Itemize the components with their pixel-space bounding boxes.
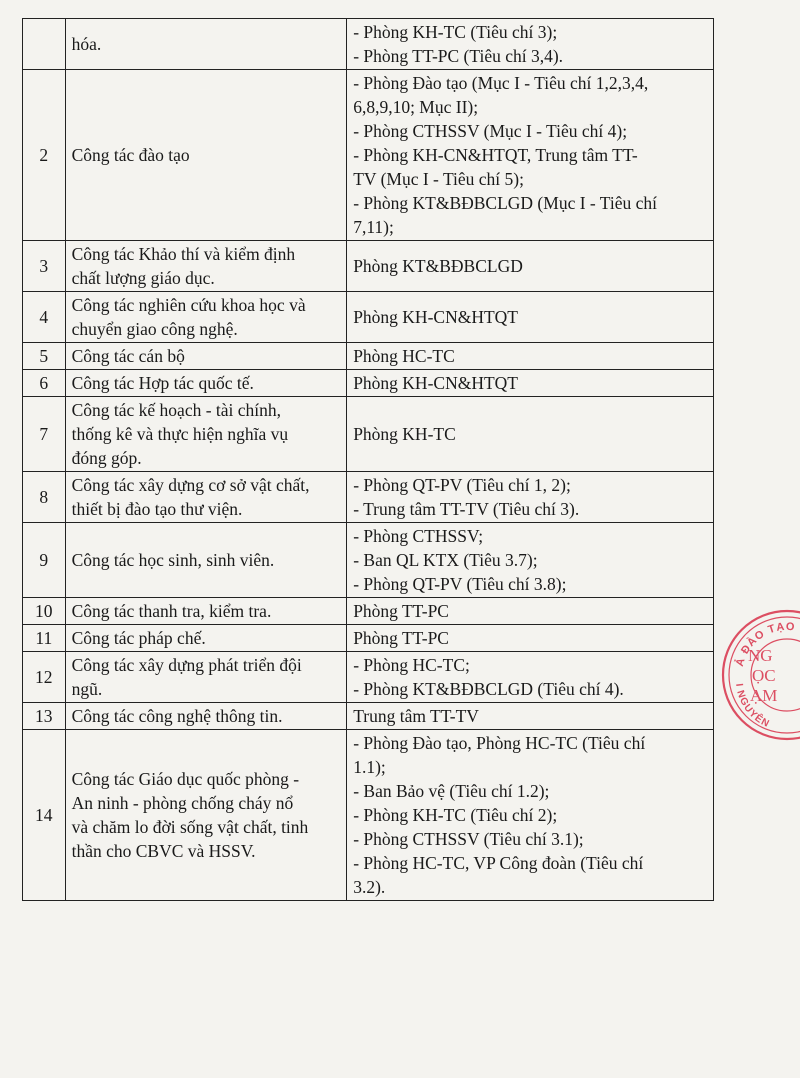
task-line: An ninh - phòng chống cháy nổ xyxy=(71,793,294,813)
row-number: 10 xyxy=(23,598,66,625)
task-line: Công tác đào tạo xyxy=(71,145,190,165)
table-row xyxy=(23,397,714,472)
unit-line: - Phòng QT-PV (Tiêu chí 1, 2); xyxy=(353,475,571,495)
table-row xyxy=(23,472,714,523)
unit-line: Trung tâm TT-TV xyxy=(353,706,479,726)
task-cell xyxy=(65,343,347,370)
row-number: 12 xyxy=(23,652,66,703)
unit-line: 1.1); xyxy=(353,757,386,777)
task-cell xyxy=(65,70,347,241)
row-number: 6 xyxy=(23,370,66,397)
unit-line: - Phòng CTHSSV; xyxy=(353,526,484,546)
red-seal-stamp xyxy=(712,600,800,750)
unit-line: Phòng KT&BĐBCLGD xyxy=(353,256,523,276)
row-number: 5 xyxy=(23,343,66,370)
task-cell xyxy=(65,472,347,523)
row-number: 7 xyxy=(23,397,66,472)
row-number: 2 xyxy=(23,70,66,241)
table-row xyxy=(23,625,714,652)
stamp-center-line-3: ẠM xyxy=(750,686,778,705)
unit-line: - Phòng HC-TC, VP Công đoàn (Tiêu chí xyxy=(353,853,644,873)
table-row xyxy=(23,730,714,901)
responsible-unit-cell xyxy=(347,523,714,598)
task-line: Công tác thanh tra, kiểm tra. xyxy=(71,601,272,621)
row-number: 13 xyxy=(23,703,66,730)
task-cell xyxy=(65,370,347,397)
responsible-unit-cell xyxy=(347,472,714,523)
task-cell xyxy=(65,652,347,703)
unit-line: - Phòng KT&BĐBCLGD (Tiêu chí 4). xyxy=(353,679,624,699)
task-cell xyxy=(65,598,347,625)
unit-line: - Phòng Đào tạo, Phòng HC-TC (Tiêu chí xyxy=(353,733,646,753)
row-number: 8 xyxy=(23,472,66,523)
table-row xyxy=(23,19,714,70)
unit-line: - Phòng CTHSSV (Tiêu chí 3.1); xyxy=(353,829,584,849)
unit-line: Phòng KH-CN&HTQT xyxy=(353,373,518,393)
table-row xyxy=(23,370,714,397)
stamp-center-line-1: NG xyxy=(748,646,773,665)
row-number: 11 xyxy=(23,625,66,652)
responsible-unit-cell xyxy=(347,292,714,343)
responsible-unit-cell xyxy=(347,370,714,397)
task-cell xyxy=(65,523,347,598)
stamp-bottom-text: I NGUYÊN xyxy=(733,683,772,731)
table-row xyxy=(23,343,714,370)
task-cell xyxy=(65,397,347,472)
stamp-top-text: Ả ĐÀO TẠO xyxy=(733,620,796,668)
table-row xyxy=(23,652,714,703)
table-row xyxy=(23,70,714,241)
unit-line: 6,8,9,10; Mục II); xyxy=(353,97,479,117)
task-line: chất lượng giáo dục. xyxy=(71,268,215,288)
task-line: Công tác cán bộ xyxy=(71,346,185,366)
unit-line: 7,11); xyxy=(353,217,394,237)
row-number: 9 xyxy=(23,523,66,598)
table-row xyxy=(23,598,714,625)
responsible-unit-cell xyxy=(347,241,714,292)
task-line: chuyển giao công nghệ. xyxy=(71,319,238,339)
table-row xyxy=(23,292,714,343)
task-line: Công tác xây dựng cơ sở vật chất, xyxy=(71,475,310,495)
row-number: 4 xyxy=(23,292,66,343)
responsible-unit-cell xyxy=(347,730,714,901)
unit-line: TV (Mục I - Tiêu chí 5); xyxy=(353,169,524,189)
unit-line: - Phòng Đào tạo (Mục I - Tiêu chí 1,2,3,4, xyxy=(353,73,649,93)
task-line: thống kê và thực hiện nghĩa vụ xyxy=(71,424,289,444)
task-line: Công tác Giáo dục quốc phòng - xyxy=(71,769,300,789)
unit-line: - Phòng HC-TC; xyxy=(353,655,470,675)
task-line: Công tác nghiên cứu khoa học và xyxy=(71,295,306,315)
unit-line: Phòng HC-TC xyxy=(353,346,455,366)
unit-line: - Phòng TT-PC (Tiêu chí 3,4). xyxy=(353,46,564,66)
unit-line: Phòng TT-PC xyxy=(353,601,449,621)
task-line: ngũ. xyxy=(71,679,103,699)
responsible-unit-cell xyxy=(347,70,714,241)
unit-line: - Phòng KH-TC (Tiêu chí 2); xyxy=(353,805,558,825)
task-cell xyxy=(65,625,347,652)
row-number: 14 xyxy=(23,730,66,901)
task-line: hóa. xyxy=(71,34,102,54)
task-line: Công tác Hợp tác quốc tế. xyxy=(71,373,254,393)
row-number: 3 xyxy=(23,241,66,292)
table-row xyxy=(23,703,714,730)
responsible-unit-cell xyxy=(347,625,714,652)
unit-line: - Phòng KH-CN&HTQT, Trung tâm TT- xyxy=(353,145,638,165)
task-cell xyxy=(65,292,347,343)
unit-line: Phòng TT-PC xyxy=(353,628,449,648)
table-body xyxy=(23,19,714,901)
responsible-unit-cell xyxy=(347,397,714,472)
task-cell xyxy=(65,19,347,70)
task-line: Công tác học sinh, sinh viên. xyxy=(71,550,275,570)
responsible-unit-cell xyxy=(347,652,714,703)
task-cell xyxy=(65,703,347,730)
assignment-table xyxy=(22,18,714,901)
unit-line: - Ban QL KTX (Tiêu 3.7); xyxy=(353,550,538,570)
unit-line: 3.2). xyxy=(353,877,386,897)
table-row xyxy=(23,241,714,292)
unit-line: Phòng KH-TC xyxy=(353,424,456,444)
task-line: đóng góp. xyxy=(71,448,142,468)
task-line: Công tác pháp chế. xyxy=(71,628,206,648)
unit-line: - Phòng CTHSSV (Mục I - Tiêu chí 4); xyxy=(353,121,628,141)
responsible-unit-cell xyxy=(347,703,714,730)
unit-line: - Phòng KH-TC (Tiêu chí 3); xyxy=(353,22,558,42)
task-line: thần cho CBVC và HSSV. xyxy=(71,841,256,861)
stamp-center-line-2: ỌC xyxy=(752,666,776,685)
responsible-unit-cell xyxy=(347,598,714,625)
task-line: và chăm lo đời sống vật chất, tinh xyxy=(71,817,309,837)
unit-line: Phòng KH-CN&HTQT xyxy=(353,307,518,327)
responsible-unit-cell xyxy=(347,343,714,370)
table-row xyxy=(23,523,714,598)
task-line: Công tác công nghệ thông tin. xyxy=(71,706,283,726)
unit-line: - Phòng KT&BĐBCLGD (Mục I - Tiêu chí xyxy=(353,193,658,213)
task-line: Công tác Khảo thí và kiểm định xyxy=(71,244,296,264)
row-number xyxy=(23,19,66,70)
task-cell xyxy=(65,730,347,901)
responsible-unit-cell xyxy=(347,19,714,70)
task-cell xyxy=(65,241,347,292)
unit-line: - Phòng QT-PV (Tiêu chí 3.8); xyxy=(353,574,567,594)
task-line: thiết bị đào tạo thư viện. xyxy=(71,499,243,519)
unit-line: - Ban Bảo vệ (Tiêu chí 1.2); xyxy=(353,781,550,801)
task-line: Công tác xây dựng phát triển đội xyxy=(71,655,302,675)
task-line: Công tác kế hoạch - tài chính, xyxy=(71,400,282,420)
unit-line: - Trung tâm TT-TV (Tiêu chí 3). xyxy=(353,499,580,519)
